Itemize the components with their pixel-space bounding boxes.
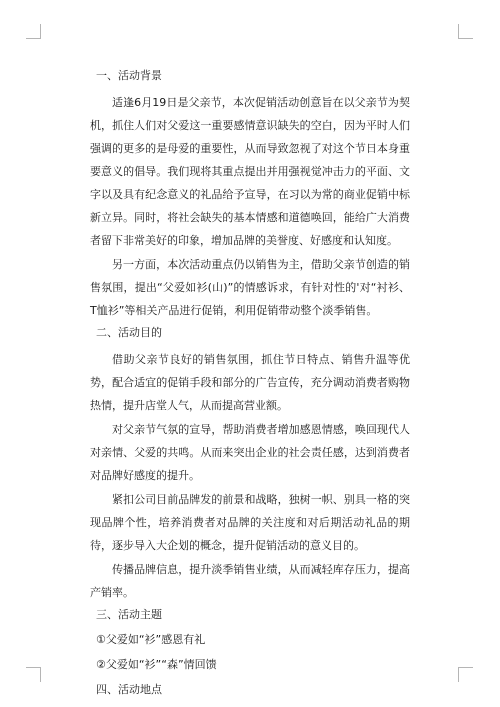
paragraph-background-2: 另一方面，本次活动重点仍以销售为主，借助父亲节创造的销售氛围，提出“父爱如衫(山)”的情感诉求，有针对性的'对“衬衫、T恤衫”等相关产品进行促销，利用促销带动整个淡季销售。 xyxy=(90,258,410,317)
section-heading-purpose: 二、活动目的 xyxy=(96,326,162,339)
page-corner-mark-top-right xyxy=(458,24,473,39)
paragraph-purpose-2: 对父亲节气氛的宣导，帮助消费者增加感恩情感，唤回现代人对亲情、父爱的共鸣。从而来突出企业的社会责任感，达到消费者对品牌好感度的提升。 xyxy=(90,423,410,482)
theme-item-2: ②父爱如“衫”“森”情回馈 xyxy=(96,658,217,671)
page-corner-mark-bottom-right xyxy=(458,667,473,682)
page-corner-mark-top-left xyxy=(26,24,41,39)
document-body xyxy=(90,66,410,705)
section-heading-background: 一、活动背景 xyxy=(96,69,162,82)
section-heading-theme: 三、活动主题 xyxy=(96,608,162,621)
paragraph-purpose-3: 紧扣公司目前品牌发的前景和战略，独树一帜、别具一格的突现品牌个性，培养消费者对品牌的关注度和对后期活动礼品的期待，逐步导入大企划的概念，提升促销活动的意义目的。 xyxy=(90,493,410,552)
paragraph-purpose-1: 借助父亲节良好的销售氛围，抓住节日特点、销售升温等优势，配合适宜的促销手段和部分的广告宣传，充分调动消费者购物热情，提升店堂人气，从而提高营业额。 xyxy=(90,353,410,412)
section-heading-location: 四、活动地点 xyxy=(96,683,162,696)
paragraph-background-1: 适逢6月19日是父亲节，本次促销活动创意旨在以父亲节为契机，抓住人们对父爱这一重要感情意识缺失的空白，因为平时人们强调的更多的是母爱的重要性，从而导致忽视了对这个节日本身重要意义的倡导。我们现将其重点提出并用强视觉冲击力的平面、文字以及具有纪念意义的礼品给予宣导，在习以为常的商业促销中标新立异。同时，将社会缺失的基本情感和道德唤回，能给广大消费者留下非常美好的印象，增加品牌的美誉度、好感度和认知度。 xyxy=(90,96,410,247)
paragraph-purpose-4: 传播品牌信息，提升淡季销售业绩，从而减轻库存压力，提高产销率。 xyxy=(90,563,410,599)
page-corner-mark-bottom-left xyxy=(26,667,41,682)
theme-item-1: ①父爱如“衫”感恩有礼 xyxy=(96,633,206,646)
